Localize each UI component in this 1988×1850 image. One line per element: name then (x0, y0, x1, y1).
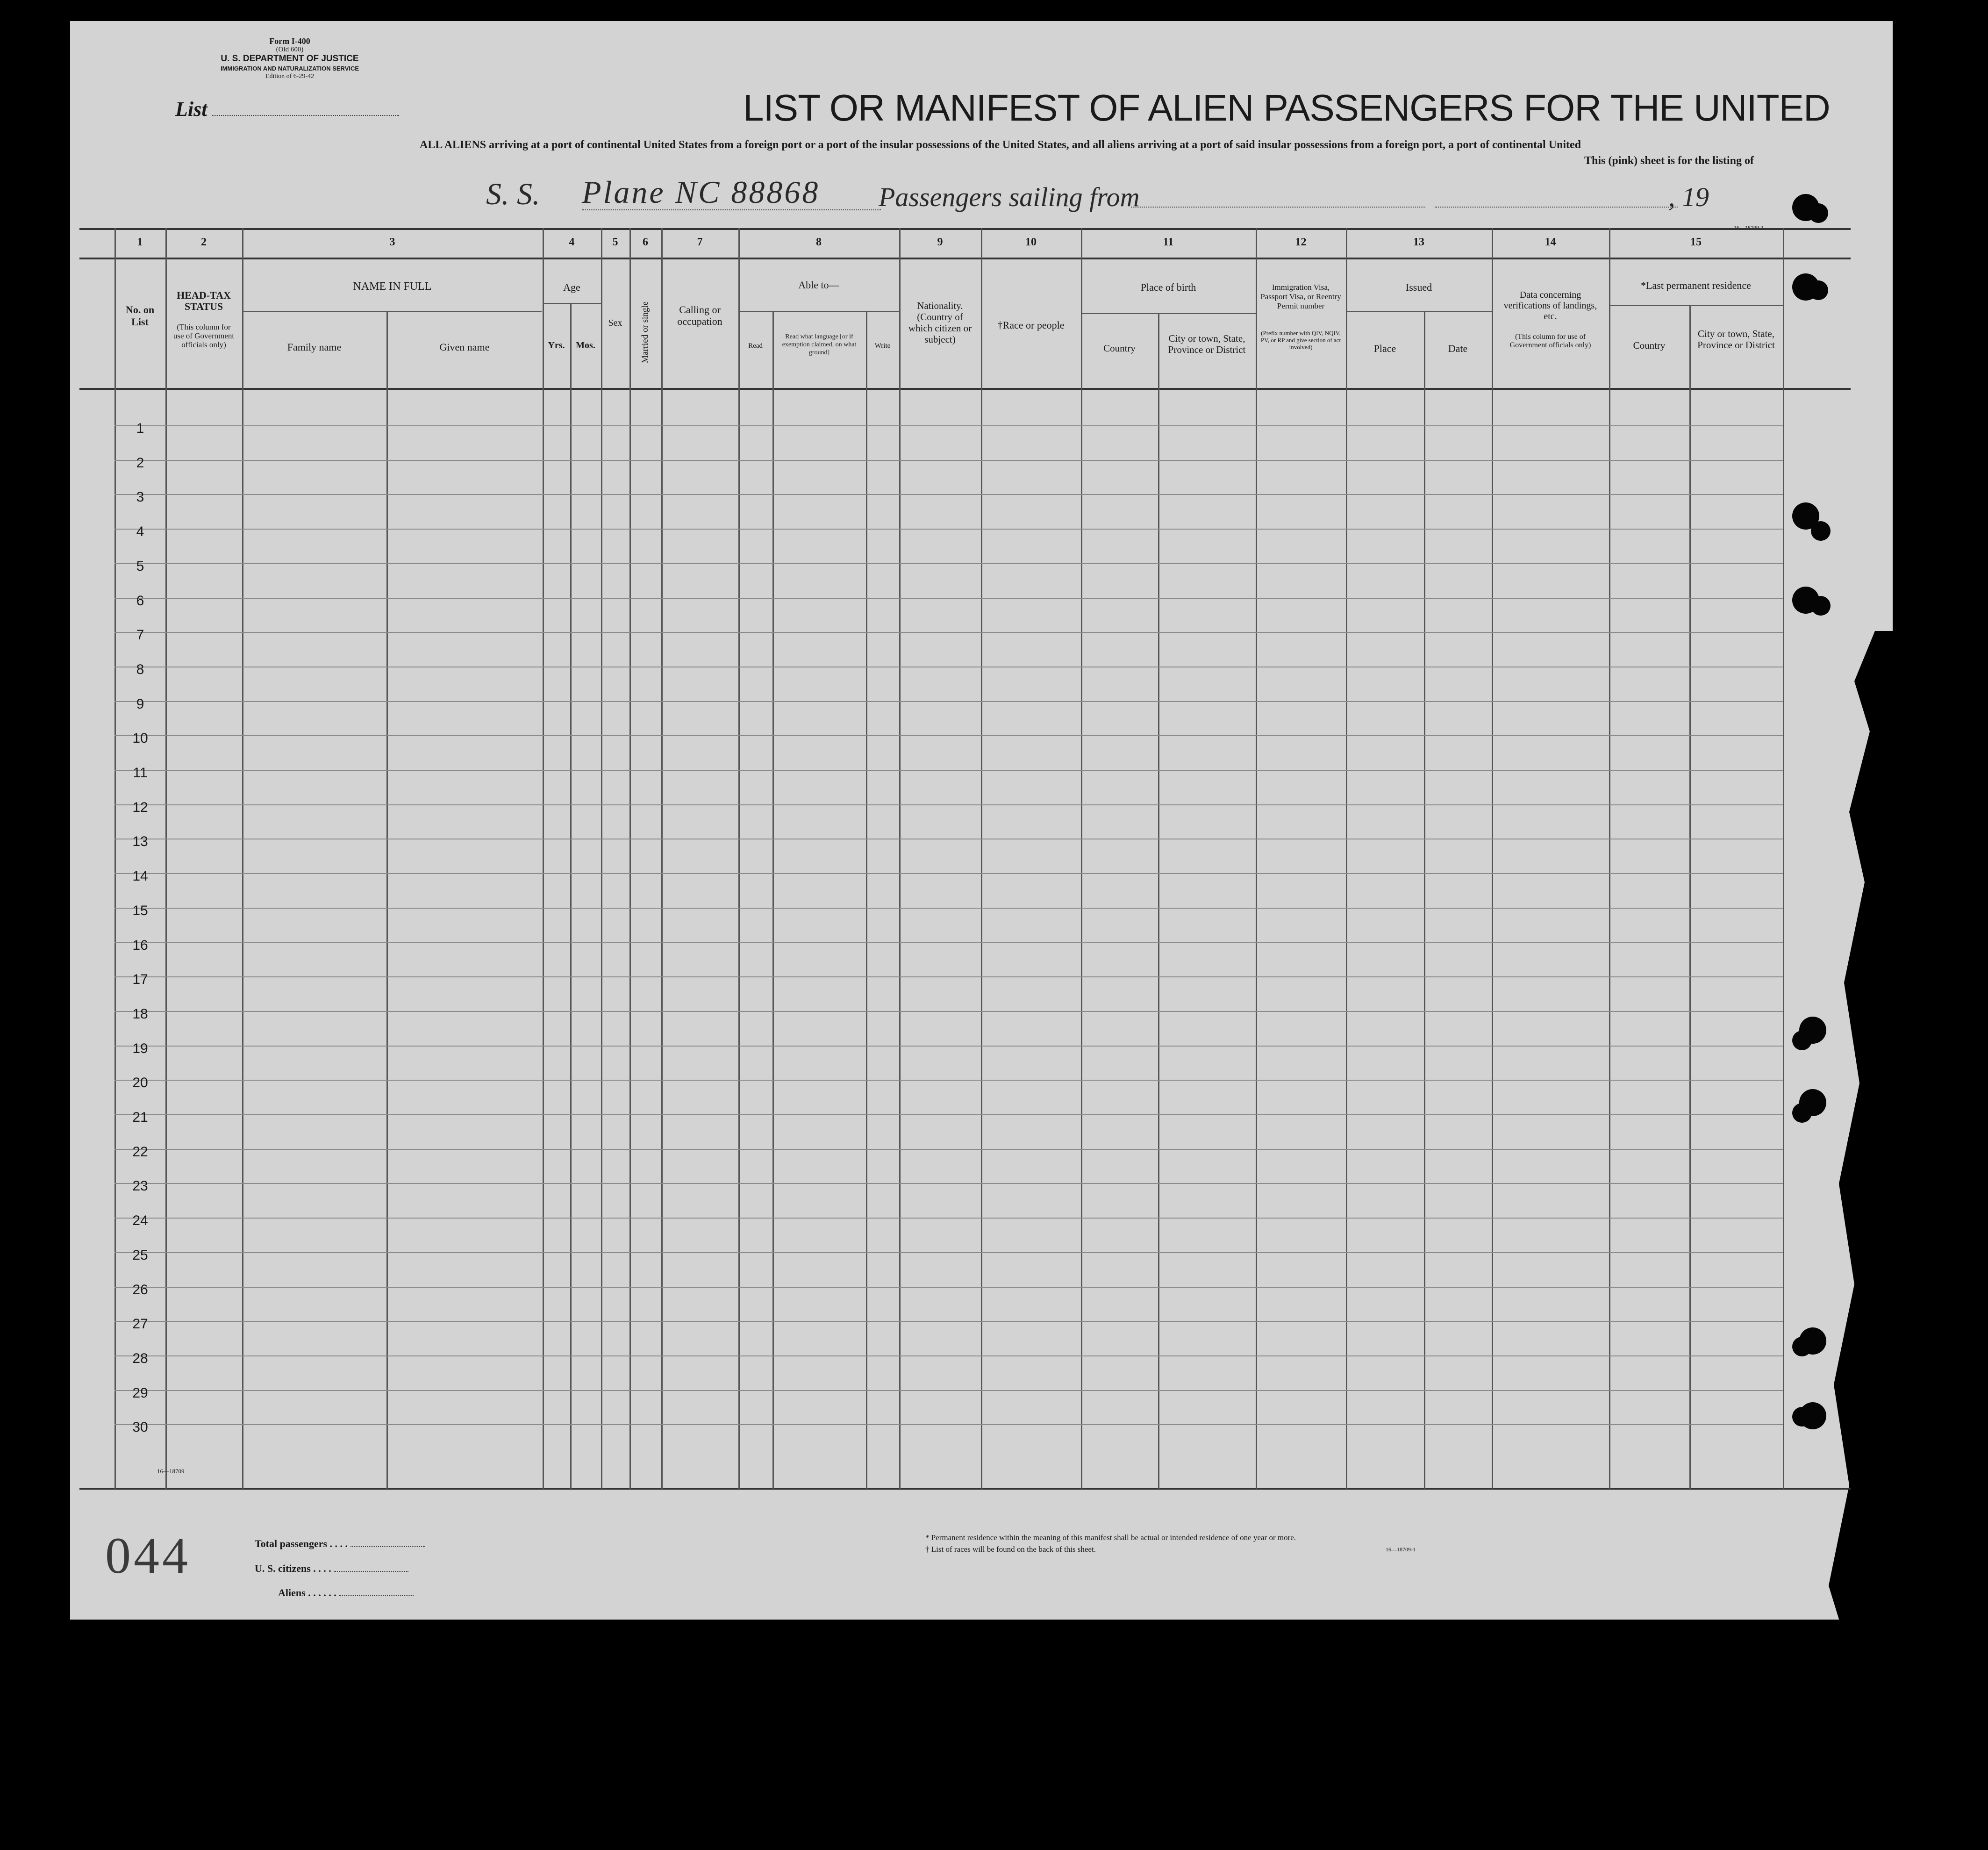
col-number-12: 12 (1295, 236, 1307, 248)
header-read-language: Read what language [or if exemption claimed, on what ground] (782, 333, 857, 356)
col-number-11: 11 (1163, 236, 1174, 248)
col-number-10: 10 (1025, 236, 1037, 248)
table-header-rule (79, 388, 1851, 390)
header-subrule (1081, 313, 1256, 314)
row-number: 8 (136, 662, 144, 677)
header-read: Read (748, 342, 763, 350)
header-data-note: (This column for use of Government officials only) (1509, 333, 1591, 349)
aliens-field[interactable] (339, 1595, 414, 1596)
col-number-3: 3 (389, 236, 395, 248)
header-head-tax: HEAD-TAX STATUS (177, 289, 231, 312)
ss-label: S. S. (486, 177, 540, 211)
print-code-bottom: 16—18709 (157, 1468, 185, 1475)
aliens-text: Aliens (278, 1587, 306, 1599)
header-race: †Race or people (997, 319, 1065, 331)
header-visa: Immigration Visa, Passport Visa, or Reentry Permit number (1260, 283, 1341, 310)
ss-handwritten-value: Plane NC 88868 (582, 174, 820, 210)
table-row[interactable] (114, 1090, 1783, 1125)
table-row[interactable] (114, 470, 1783, 504)
row-number: 1 (136, 421, 144, 436)
table-row[interactable] (114, 952, 1783, 987)
header-place-of-birth: Place of birth (1140, 281, 1196, 293)
aliens-label: Aliens . . . . . . (278, 1587, 414, 1599)
footnote-code: 16—18709-1 (1386, 1546, 1416, 1553)
list-number-field[interactable] (212, 115, 399, 116)
row-number: 5 (136, 559, 144, 574)
header-family-name: Family name (287, 341, 342, 353)
row-number: 3 (136, 489, 144, 505)
row-number: 28 (132, 1351, 148, 1366)
header-able-to: Able to— (798, 279, 839, 291)
row-number: 4 (136, 524, 144, 539)
table-row[interactable] (114, 1055, 1783, 1090)
table-row[interactable] (114, 608, 1783, 642)
sailing-from-field[interactable] (1131, 201, 1425, 208)
total-passengers-label: Total passengers . . . . (255, 1538, 425, 1550)
row-number: 11 (133, 765, 148, 781)
table-row[interactable] (114, 814, 1783, 849)
punch-hole (1792, 1031, 1812, 1050)
col-number-1: 1 (137, 236, 143, 248)
header-issued-date: Date (1448, 343, 1468, 354)
col-rule (1783, 228, 1784, 1489)
table-row[interactable] (114, 436, 1783, 470)
header-married: Married or single (640, 301, 650, 363)
list-label-text: List (175, 98, 207, 121)
col-number-4: 4 (569, 236, 575, 248)
footnote-races: † List of races will be found on the back of this sheet. (925, 1545, 1096, 1554)
row-number: 16 (132, 938, 148, 953)
us-citizens-field[interactable] (334, 1571, 408, 1572)
subtitle-line-2: This (pink) sheet is for the listing of (1584, 155, 1754, 167)
header-last-residence: *Last permanent residence (1641, 280, 1751, 291)
table-row[interactable] (114, 504, 1783, 539)
row-number: 20 (132, 1075, 148, 1090)
punch-hole (1792, 1337, 1812, 1356)
table-row[interactable] (114, 574, 1783, 608)
header-no-on-list: No. on List (125, 304, 155, 328)
table-top-rule (79, 228, 1851, 230)
header-subrule (543, 303, 601, 304)
row-number: 26 (132, 1282, 148, 1298)
header-yrs: Yrs. (548, 340, 565, 351)
header-res-city: City or town, State, Province or District (1697, 328, 1775, 351)
page-title: LIST OR MANIFEST OF ALIEN PASSENGERS FOR THE UNITED (743, 87, 1830, 129)
header-subrule (1609, 305, 1783, 306)
table-row[interactable] (114, 711, 1783, 746)
header-nationality: Nationality. (Country of which citizen or subject) (908, 300, 972, 345)
header-mos: Mos. (576, 340, 595, 351)
col-number-7: 7 (697, 236, 703, 248)
header-name-in-full: NAME IN FULL (353, 280, 432, 293)
sailing-label: Passengers sailing from (879, 182, 1140, 212)
punch-hole (1792, 1103, 1812, 1123)
row-number: 19 (132, 1041, 148, 1056)
header-calling: Calling or occupation (677, 304, 722, 327)
row-number: 27 (132, 1316, 148, 1332)
col-number-8: 8 (816, 236, 822, 248)
total-passengers-text: Total passengers (255, 1538, 328, 1549)
row-number: 14 (132, 868, 148, 884)
year-label: , 19 (1668, 182, 1709, 212)
row-number: 2 (136, 455, 144, 471)
header-age: Age (563, 281, 580, 293)
total-passengers-field[interactable] (350, 1546, 425, 1547)
table-row[interactable] (114, 1021, 1783, 1056)
row-number: 18 (132, 1006, 148, 1022)
table-row[interactable] (114, 1193, 1783, 1228)
header-res-country: Country (1633, 340, 1666, 351)
subtitle-line-1: ALL ALIENS arriving at a port of continental United States from a foreign port or a port of the insular possessions of the United States, and all aliens arriving at a port of said insular possessions from a foreign port, a port of continental United (420, 139, 1581, 151)
header-data-concerning: Data concerning verifications of landings, etc. (1503, 290, 1597, 322)
row-number: 22 (132, 1144, 148, 1160)
header-write: Write (874, 342, 891, 350)
table-bottom-rule (79, 1488, 1851, 1490)
row-number: 21 (132, 1110, 148, 1125)
header-subrule (242, 311, 542, 312)
table-row[interactable] (114, 642, 1783, 677)
table-row[interactable] (114, 849, 1783, 883)
table-row[interactable] (114, 746, 1783, 780)
header-issued-place: Place (1373, 343, 1396, 354)
header-visa-note: (Prefix number with QIV, NQIV, PV, or RP and give section of act involved) (1260, 330, 1341, 351)
table-row[interactable] (114, 1297, 1783, 1331)
header-birth-city: City or town, State, Province or District (1168, 333, 1246, 355)
footnote-permanent: * Permanent residence within the meaning of this manifest shall be actual or intended residence of one year or more. (925, 1533, 1296, 1542)
row-number: 25 (132, 1248, 148, 1263)
row-number: 30 (132, 1420, 148, 1435)
header-subrule (738, 311, 899, 312)
table-row[interactable] (114, 1228, 1783, 1262)
table-row[interactable] (114, 883, 1783, 918)
header-head-tax-note: (This column for use of Government officials only) (173, 323, 235, 349)
row-number: 15 (132, 903, 148, 918)
table-row[interactable] (114, 1400, 1783, 1434)
table-row[interactable] (114, 401, 1783, 436)
row-number: 12 (132, 800, 148, 815)
punch-hole (1809, 203, 1828, 223)
us-citizens-label: U. S. citizens . . . . (255, 1563, 408, 1575)
col-number-6: 6 (643, 236, 648, 248)
print-code-top: 16—18709-1 (1734, 224, 1764, 231)
table-row[interactable] (114, 1159, 1783, 1193)
header-subrule (1346, 311, 1492, 312)
table-row[interactable] (114, 1262, 1783, 1297)
punch-hole (1811, 596, 1831, 616)
table-row[interactable] (114, 918, 1783, 953)
form-department: U. S. DEPARTMENT OF JUSTICE (221, 54, 359, 64)
row-number: 24 (132, 1213, 148, 1228)
col-number-5: 5 (612, 236, 618, 248)
header-issued: Issued (1405, 281, 1432, 293)
form-number: Form I-400 (269, 36, 310, 46)
us-citizens-text: U. S. citizens (255, 1563, 311, 1574)
table-row[interactable] (114, 780, 1783, 815)
row-number: 13 (132, 834, 148, 849)
row-number: 29 (132, 1385, 148, 1401)
col-number-2: 2 (201, 236, 207, 248)
ss-field[interactable] (582, 174, 881, 210)
table-row[interactable] (114, 539, 1783, 574)
table-numbers-rule (79, 258, 1851, 259)
header-birth-country: Country (1103, 343, 1136, 354)
punch-hole (1811, 521, 1831, 541)
table-row[interactable] (114, 1125, 1783, 1159)
list-label (175, 97, 399, 121)
col-number-15: 15 (1690, 236, 1702, 248)
col-number-13: 13 (1413, 236, 1424, 248)
row-number: 7 (136, 627, 144, 643)
table-row[interactable] (114, 1331, 1783, 1366)
col-number-9: 9 (937, 236, 943, 248)
row-number: 17 (132, 972, 148, 987)
table-row[interactable] (114, 677, 1783, 711)
form-old-number: (Old 600) (276, 46, 304, 53)
row-number: 23 (132, 1178, 148, 1194)
row-number: 10 (132, 731, 148, 746)
header-sex: Sex (608, 318, 622, 328)
row-number: 9 (136, 696, 144, 712)
table-row[interactable] (114, 987, 1783, 1021)
col-number-14: 14 (1545, 236, 1556, 248)
header-given-name: Given name (439, 341, 490, 353)
form-edition: Edition of 6-29-42 (265, 73, 315, 80)
punch-hole (1809, 280, 1828, 300)
table-row[interactable] (114, 1366, 1783, 1400)
punch-hole (1792, 1407, 1812, 1427)
row-number: 6 (136, 593, 144, 609)
sailing-date-field[interactable] (1435, 201, 1678, 208)
handwritten-page-number: 044 (105, 1527, 191, 1584)
form-service: IMMIGRATION AND NATURALIZATION SERVICE (220, 65, 359, 72)
